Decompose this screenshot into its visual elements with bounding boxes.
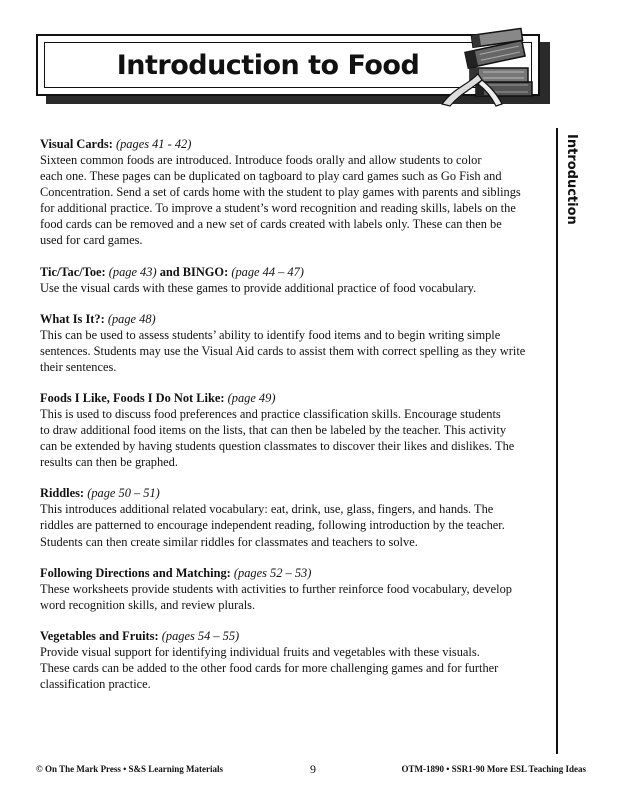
body-line: Students can then create similar riddles for classmates and teachers to solve. <box>40 534 418 549</box>
section-visual-cards <box>40 136 546 249</box>
body-line: results can then be graphed. <box>40 455 178 470</box>
footer-publisher: © On The Mark Press • S&S Learning Materials <box>36 764 224 774</box>
body-line: word recognition skills, and review plurals. <box>40 597 256 612</box>
section-heading <box>40 311 546 327</box>
section-heading <box>40 485 546 501</box>
section-pages: (page 48) <box>107 311 156 326</box>
section-heading <box>40 136 546 152</box>
section-pages: (page 43) <box>108 264 157 279</box>
section-pages: (pages 52 – 53) <box>233 565 312 580</box>
body-line: used for card games. <box>40 233 143 248</box>
side-tab-label: Introduction <box>564 134 579 225</box>
section-vegetables-fruits <box>40 628 546 692</box>
section-body <box>40 406 546 470</box>
content <box>40 136 546 707</box>
body-line: can be extended by having students question classmates to discover their likes and dislikes. The <box>40 439 515 454</box>
section-heading <box>40 565 546 581</box>
section-heading <box>40 390 546 406</box>
body-line: food cards can be removed and a new set of cards created with labels only. These can then be <box>40 217 502 232</box>
body-line: their sentences. <box>40 359 117 374</box>
section-title: Visual Cards: <box>40 137 113 151</box>
footer-catalog: OTM-1890 • SSR1-90 More ESL Teaching Ideas <box>401 764 586 774</box>
body-line: classification practice. <box>40 676 151 691</box>
section-tic-tac-toe-bingo <box>40 264 546 296</box>
section-pages-secondary: (page 44 – 47) <box>231 264 304 279</box>
body-line: Use the visual cards with these games to provide additional practice of food vocabulary. <box>40 280 477 295</box>
body-line: These worksheets provide students with activities to further reinforce food vocabulary, develop <box>40 581 512 596</box>
section-pages: (pages 41 - 42) <box>115 137 192 151</box>
page-number: 9 <box>310 762 316 776</box>
body-line: to draw additional food items on the lists, that can then be labeled by the teacher. This activity <box>40 423 507 438</box>
body-line: for additional practice. To improve a student’s word recognition and reading skills, labels on the <box>40 201 516 216</box>
section-riddles <box>40 485 546 549</box>
body-line: Sixteen common foods are introduced. Introduce foods orally and allow students to color <box>40 153 482 167</box>
section-title: Foods I Like, Foods I Do Not Like: <box>40 390 225 405</box>
section-what-is-it <box>40 311 546 375</box>
body-line: Provide visual support for identifying individual fruits and vegetables with these visuals. <box>40 644 480 659</box>
body-line: These cards can be added to the other food cards for more challenging games and for further <box>40 660 499 675</box>
body-line: sentences. Students may use the Visual Aid cards to assist them with correct spelling as they write <box>40 343 526 358</box>
section-body <box>40 501 546 549</box>
body-line: Concentration. Send a set of cards home with the student to play games with parents and siblings <box>40 185 521 200</box>
section-heading <box>40 264 546 280</box>
section-pages: (page 50 – 51) <box>87 486 160 501</box>
section-title: Tic/Tac/Toe: <box>40 264 106 279</box>
section-title: Vegetables and Fruits: <box>40 628 159 643</box>
section-title-colon: : <box>224 264 229 279</box>
section-body <box>40 581 546 613</box>
section-heading <box>40 628 546 644</box>
books-icon <box>436 24 538 110</box>
section-title-secondary: and BINGO <box>159 264 225 279</box>
footer <box>36 762 586 776</box>
section-title: What Is It?: <box>40 311 105 326</box>
section-title: Following Directions and Matching: <box>40 565 231 580</box>
body-line: riddles are patterned to encourage independent reading, following introduction by the teacher. <box>40 518 505 533</box>
body-line: each one. These pages can be duplicated on tagboard to play card games such as Go Fish and <box>40 169 502 184</box>
body-line: This can be used to assess students’ ability to identify food items and to begin writing simple <box>40 327 501 342</box>
section-body <box>40 327 546 375</box>
body-line: This introduces additional related vocabulary: eat, drink, use, glass, fingers, and hands. The <box>40 502 494 517</box>
side-tab <box>556 128 590 754</box>
body-line: This is used to discuss food preferences and practice classification skills. Encourage students <box>40 406 501 421</box>
section-following-directions <box>40 565 546 613</box>
section-pages: (page 49) <box>227 390 276 405</box>
section-foods-i-like <box>40 390 546 470</box>
section-pages: (pages 54 – 55) <box>161 628 240 643</box>
section-body <box>40 644 546 692</box>
section-body <box>40 280 546 296</box>
page-title: Introduction to Food <box>116 49 420 81</box>
section-title: Riddles: <box>40 486 85 501</box>
section-body <box>40 152 546 249</box>
